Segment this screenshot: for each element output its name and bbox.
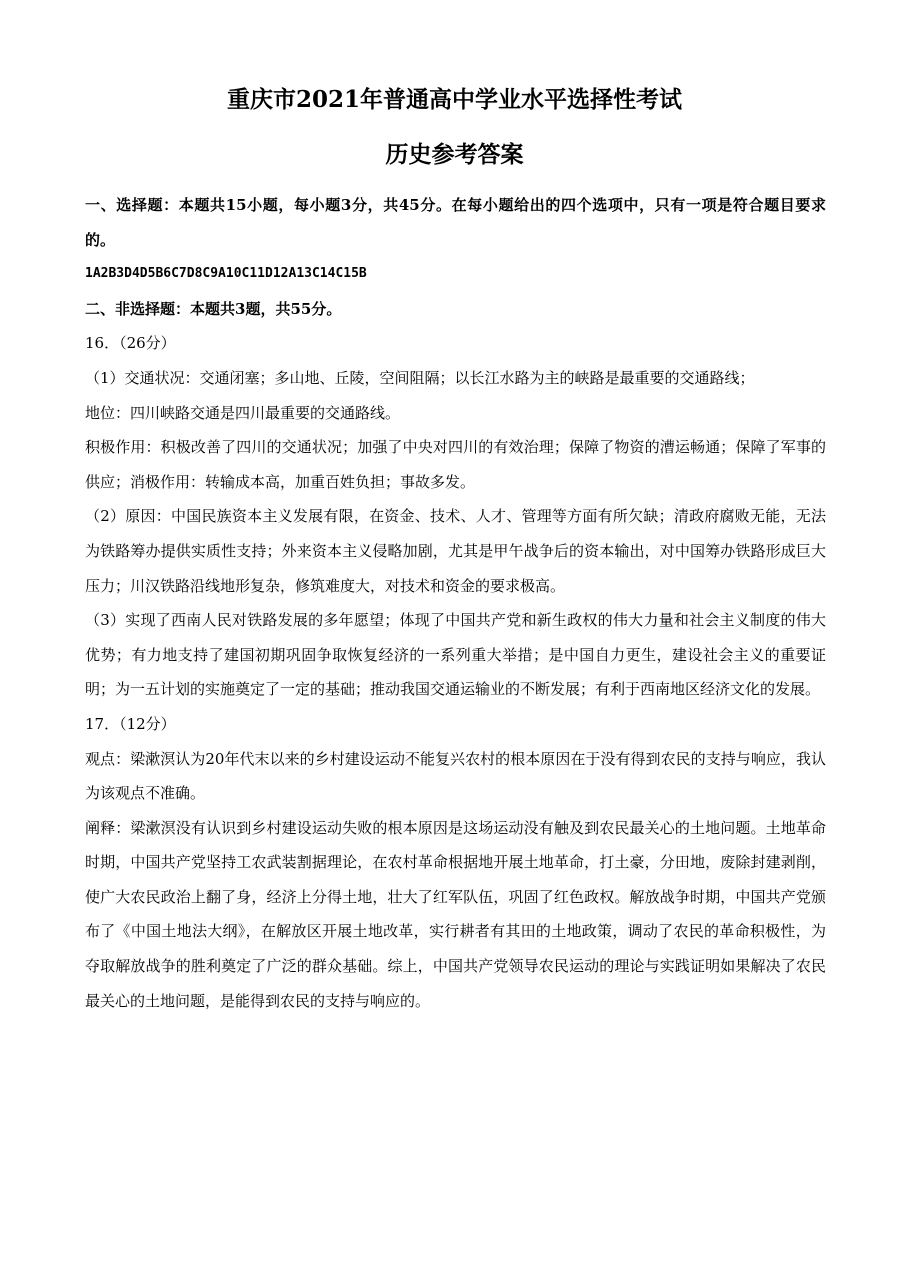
- question-17-number: 17．（12分）: [85, 714, 176, 733]
- question-16-part1-status: 地位：四川峡路交通是四川最重要的交通路线。: [85, 403, 401, 422]
- section2-heading: 二、非选择题：本题共3题，共55分。: [85, 299, 342, 318]
- multiple-choice-answers: 1A2B3D4D5B6C7D8C9A10C11D12A13C14C15B: [85, 266, 367, 282]
- question-16-number: 16．（26分）: [85, 334, 176, 353]
- question-16-part3-significance: （3）实现了西南人民对铁路发展的多年愿望；体现了中国共产党和新生政权的伟大力量和社会主义制度的伟大优势；有力地支持了建国初期巩固争取恢复经济的一系列重大举措；是中国自力更生，建设社会主义的重要证明；为一五计划的实施奠定了一定的基础；推动我国交通运输业的不断发展；有利于西南地区经济文化的发展。: [85, 611, 826, 699]
- question-16-part1-traffic: （1）交通状况：交通闭塞；多山地、丘陵，空间阻隔；以长江水路为主的峡路是最重要的交通路线；: [85, 368, 755, 387]
- question-16-part2-reasons: （2）原因：中国民族资本主义发展有限，在资金、技术、人才、管理等方面有所欠缺；清政府腐败无能，无法为铁路筹办提供实质性支持；外来资本主义侵略加剧，尤其是甲午战争后的资本输出，对中国筹办铁路形成巨大压力；川汉铁路沿线地形复杂，修筑难度大，对技术和资金的要求极高。: [85, 507, 826, 595]
- question-17-explanation: 阐释：梁漱溟没有认识到乡村建设运动失败的根本原因是这场运动没有触及到农民最关心的土地问题。土地革命时期，中国共产党坚持工农武装割据理论，在农村革命根据地开展土地革命，打土豪，分田地，废除封建剥削，使广大农民政治上翻了身，经济上分得土地，壮大了红军队伍，巩固了红色政权。解放战争时期，中国共产党颁布了《中国土地法大纲》，在解放区开展土地改革，实行耕者有其田的土地政策，调动了农民的革命积极性，为夺取解放战争的胜利奠定了广泛的群众基础。综上，中国共产党领导农民运动的理论与实践证明如果解决了农民最关心的土地问题，是能得到农民的支持与响应的。: [85, 818, 826, 1010]
- question-16-part1-effects: 积极作用：积极改善了四川的交通状况；加强了中央对四川的有效治理；保障了物资的漕运畅通；保障了军事的供应；消极作用：转输成本高，加重百姓负担；事故多发。: [85, 438, 826, 491]
- document-subtitle: 历史参考答案: [385, 141, 524, 168]
- document-title: 重庆市2021年普通高中学业水平选择性考试: [226, 86, 682, 113]
- document-body: [85, 188, 826, 1018]
- section1-heading: 一、选择题：本题共15小题，每小题3分，共45分。在每小题给出的四个选项中，只有一项是符合题目要求的。: [85, 196, 826, 249]
- question-17-viewpoint: 观点：梁漱溟认为20年代末以来的乡村建设运动不能复兴农村的根本原因在于没有得到农民的支持与响应，我认为该观点不准确。: [85, 749, 826, 803]
